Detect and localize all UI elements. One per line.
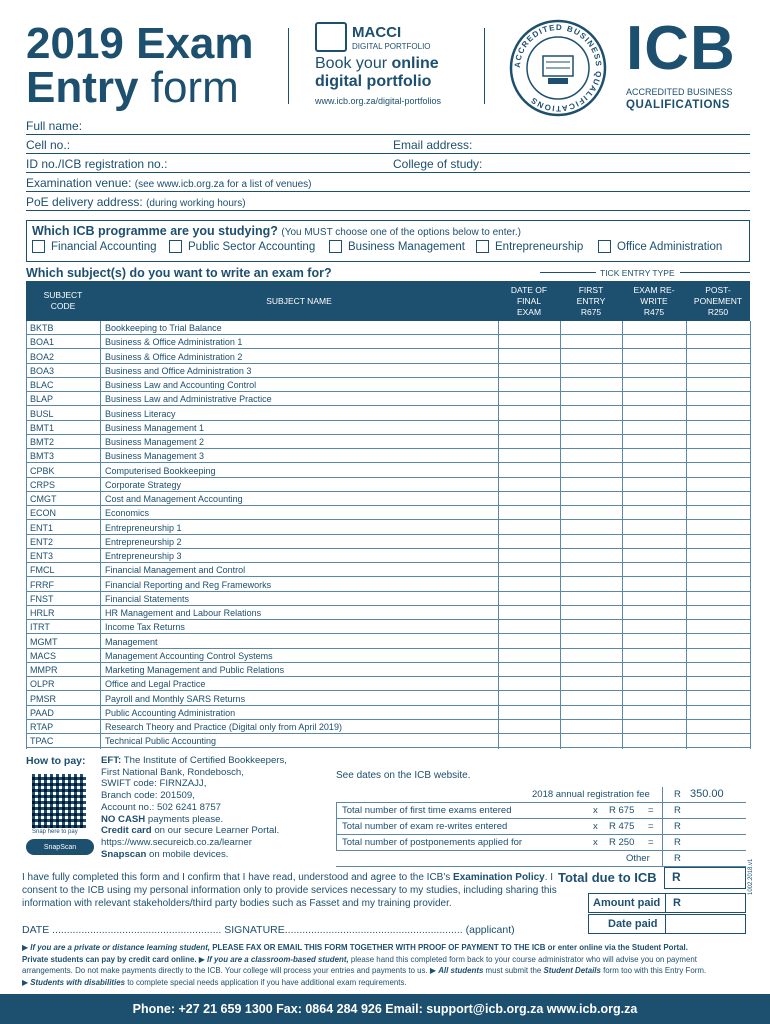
postpone-cell[interactable] bbox=[686, 407, 750, 420]
subject-name: Office and Legal Practice bbox=[105, 679, 206, 690]
subject-name: Business Management 2 bbox=[105, 437, 205, 447]
table-row bbox=[26, 535, 750, 549]
poe-label: PoE delivery address: (during working hours) bbox=[26, 195, 246, 209]
subject-name: Entrepreneurship 3 bbox=[105, 551, 182, 561]
checkbox[interactable] bbox=[476, 240, 489, 253]
rewrite-cell[interactable] bbox=[622, 578, 686, 591]
rewrite-row: Total number of exam re-writes entered x R 475 = R bbox=[336, 819, 746, 835]
subject-name: Business Law and Administrative Practice bbox=[105, 394, 272, 405]
tick-bracket-left bbox=[540, 272, 596, 273]
exam-date-cell[interactable] bbox=[498, 435, 560, 448]
option-public-sector[interactable]: Public Sector Accounting bbox=[169, 240, 315, 253]
first-entry-cell[interactable] bbox=[560, 635, 622, 648]
postpone-cell[interactable] bbox=[686, 620, 750, 633]
rewrite-cell[interactable] bbox=[622, 392, 686, 405]
first-entry-cell[interactable] bbox=[560, 506, 622, 519]
subject-name: Business and Office Administration 3 bbox=[105, 365, 252, 376]
postpone-cell[interactable] bbox=[686, 649, 750, 662]
subject-code: BLAP bbox=[30, 394, 54, 405]
exam-date-cell[interactable] bbox=[498, 464, 560, 477]
subject-name: Business & Office Administration 2 bbox=[105, 351, 243, 362]
postpone-cell[interactable] bbox=[686, 677, 750, 690]
subject-code: ENT2 bbox=[30, 536, 54, 547]
first-entry-cell[interactable] bbox=[560, 435, 622, 448]
postpone-cell[interactable] bbox=[686, 692, 750, 705]
subject-code: PMSR bbox=[30, 693, 57, 704]
subject-name: Business Literacy bbox=[105, 408, 176, 419]
subject-name: Business Management 3 bbox=[105, 451, 205, 462]
subject-code: ECON bbox=[30, 508, 57, 519]
book-portfolio-line1: Book your online bbox=[315, 55, 439, 72]
seal-text: ACCREDITED BUSINESS QUALIFICATIONS bbox=[512, 22, 604, 114]
column-divider bbox=[560, 321, 561, 749]
rewrite-cell[interactable] bbox=[622, 620, 686, 633]
postpone-row: Total number of postponements applied for x R 250 = R bbox=[336, 835, 746, 851]
postpone-cell[interactable] bbox=[686, 421, 750, 434]
subject-code: TPAC bbox=[30, 736, 54, 747]
subject-name: Management bbox=[105, 636, 158, 647]
exam-date-cell[interactable] bbox=[498, 578, 560, 591]
rewrite-cell[interactable] bbox=[622, 421, 686, 434]
first-entry-cell[interactable] bbox=[560, 649, 622, 662]
subject-code: CPBK bbox=[30, 465, 55, 476]
subject-name: HR Management and Labour Relations bbox=[105, 608, 262, 618]
rewrite-cell[interactable] bbox=[622, 649, 686, 662]
fees-border-left bbox=[336, 803, 337, 851]
column-divider bbox=[100, 321, 101, 749]
subject-code: FNST bbox=[30, 593, 54, 604]
rewrite-cell[interactable] bbox=[622, 435, 686, 448]
macci-logo: MACCI bbox=[352, 24, 402, 41]
exam-date-cell[interactable] bbox=[498, 350, 560, 363]
total-due-field[interactable]: R bbox=[664, 867, 746, 889]
date-signature-line[interactable]: DATE .......................................................... SIGNATURE............................................................. (applicant) bbox=[22, 924, 515, 936]
arrow-icon: ▶ bbox=[22, 978, 29, 988]
subject-code: BMT3 bbox=[30, 451, 55, 462]
rewrite-cell[interactable] bbox=[622, 449, 686, 462]
table-row bbox=[26, 663, 750, 677]
postpone-cell[interactable] bbox=[686, 521, 750, 534]
table-row bbox=[26, 492, 750, 506]
submission-notes: ▶ If you are a private or distance learning student, PLEASE FAX OR EMAIL THIS FORM TOGETHER WITH PROOF OF PAYMENT TO THE ICB or enter online via the Student Portal. Private students can pay by credit card online. ▶ If you are a classroom-based student, please hand this completed form back to your course administrator who will advise you on payment arrangements. Do not make payments directly to the ICB. Your college will process your entries and payments to us. ▶ All students must submit the Student Details form too with this Entry Form. ▶ Students with disabilities to complete special needs application if you have additional exam requirements. bbox=[22, 943, 707, 988]
header-first: FIRST ENTRY R675 bbox=[576, 284, 606, 317]
table-row bbox=[26, 435, 750, 449]
form-code: 1002.2018.v1 bbox=[748, 858, 754, 895]
subject-code: ENT3 bbox=[30, 551, 54, 561]
subject-name: Entrepreneurship 2 bbox=[105, 536, 182, 547]
table-row bbox=[26, 378, 750, 392]
exam-date-cell[interactable] bbox=[498, 620, 560, 633]
arrow-icon: ▶ bbox=[22, 943, 29, 952]
option-financial-accounting[interactable]: Financial Accounting bbox=[32, 240, 156, 253]
first-entry-cell[interactable] bbox=[560, 592, 622, 605]
table-row bbox=[26, 364, 750, 378]
subject-code: BOA3 bbox=[30, 365, 55, 376]
exam-date-cell[interactable] bbox=[498, 592, 560, 605]
first-entry-cell[interactable] bbox=[560, 706, 622, 719]
exam-date-cell[interactable] bbox=[498, 378, 560, 391]
header-divider-2 bbox=[484, 28, 485, 104]
title-line2-bold: Entry bbox=[26, 63, 139, 112]
fees-divider bbox=[662, 787, 663, 867]
icb-subtitle-2: QUALIFICATIONS bbox=[626, 99, 730, 111]
table-row bbox=[26, 677, 750, 691]
subject-name: Marketing Management and Public Relations bbox=[105, 665, 285, 675]
macci-laptop-icon bbox=[315, 22, 347, 52]
rewrite-cell[interactable] bbox=[622, 606, 686, 619]
postpone-cell[interactable] bbox=[686, 492, 750, 505]
date-paid-field[interactable]: Date paid bbox=[588, 914, 746, 934]
first-entry-cell[interactable] bbox=[560, 335, 622, 348]
first-entry-cell[interactable] bbox=[560, 692, 622, 705]
checkbox[interactable] bbox=[598, 240, 611, 253]
first-entry-cell[interactable] bbox=[560, 392, 622, 405]
subject-name: Cost and Management Accounting bbox=[105, 494, 243, 504]
subject-code: RTAP bbox=[30, 722, 54, 732]
first-entry-cell[interactable] bbox=[560, 378, 622, 391]
option-office-administration[interactable]: Office Administration bbox=[598, 240, 722, 253]
rewrite-cell[interactable] bbox=[622, 521, 686, 534]
venue-field[interactable] bbox=[26, 191, 750, 192]
venue-label: Examination venue: (see www.icb.org.za for a list of venues) bbox=[26, 176, 312, 190]
subject-name: Corporate Strategy bbox=[105, 479, 182, 490]
poe-field[interactable] bbox=[26, 210, 750, 211]
exam-date-cell[interactable] bbox=[498, 506, 560, 519]
subject-name: Financial Management and Control bbox=[105, 565, 246, 576]
postpone-cell[interactable] bbox=[686, 663, 750, 676]
other-row: Other R bbox=[336, 851, 746, 867]
option-entrepreneurship[interactable]: Entrepreneurship bbox=[476, 240, 583, 253]
postpone-cell[interactable] bbox=[686, 535, 750, 548]
tick-bracket-right bbox=[680, 272, 750, 273]
rewrite-cell[interactable] bbox=[622, 492, 686, 505]
cell-label: Cell no.: bbox=[26, 138, 71, 152]
first-entry-cell[interactable] bbox=[560, 364, 622, 377]
college-label: College of study: bbox=[393, 157, 483, 171]
column-divider bbox=[750, 321, 751, 749]
exam-date-cell[interactable] bbox=[498, 720, 560, 733]
form-title bbox=[26, 19, 254, 112]
table-row bbox=[26, 635, 750, 649]
subject-code: CMGT bbox=[30, 494, 57, 504]
column-divider bbox=[622, 321, 623, 749]
table-row bbox=[26, 706, 750, 720]
subject-name: Bookkeeping to Trial Balance bbox=[105, 323, 222, 333]
postpone-cell[interactable] bbox=[686, 549, 750, 562]
postpone-cell[interactable] bbox=[686, 378, 750, 391]
subject-code: BKTB bbox=[30, 323, 54, 333]
postpone-cell[interactable] bbox=[686, 706, 750, 719]
exam-date-cell[interactable] bbox=[498, 606, 560, 619]
option-business-management[interactable]: Business Management bbox=[329, 240, 465, 253]
table-row bbox=[26, 549, 750, 563]
exam-date-cell[interactable] bbox=[498, 635, 560, 648]
exam-date-cell[interactable] bbox=[498, 563, 560, 576]
declaration-text: I have fully completed this form and I confirm that I have read, understood and agree to the ICB's Examination Policy. I consent to the ICB using my personal information only to provide services necessary to my studies, including sharing this information with relevant stakeholders/third party bodies such as Fasset and my training provider. bbox=[22, 872, 557, 909]
rewrite-cell[interactable] bbox=[622, 364, 686, 377]
title-line2-light: form bbox=[150, 63, 239, 112]
table-row bbox=[26, 478, 750, 492]
subject-code: BMT1 bbox=[30, 422, 55, 433]
header-rewrite: EXAM RE-WRITE R475 bbox=[633, 284, 675, 317]
postpone-cell[interactable] bbox=[686, 335, 750, 348]
postpone-cell[interactable] bbox=[686, 449, 750, 462]
arrow-icon: ▶ bbox=[429, 966, 436, 976]
macci-sub: DIGITAL PORTFOLIO bbox=[352, 42, 431, 51]
rewrite-cell[interactable] bbox=[622, 350, 686, 363]
subject-name: Financial Statements bbox=[105, 593, 190, 604]
subject-code: HRLR bbox=[30, 608, 55, 618]
first-entry-cell[interactable] bbox=[560, 663, 622, 676]
table-row bbox=[26, 563, 750, 577]
snapscan-badge[interactable]: SnapScan bbox=[26, 839, 94, 855]
first-entry-cell[interactable] bbox=[560, 563, 622, 576]
exam-date-cell[interactable] bbox=[498, 421, 560, 434]
portal-link[interactable]: https://www.secureicb.co.za/learner bbox=[101, 836, 252, 848]
table-row bbox=[26, 506, 750, 520]
tick-entry-type-label: TICK ENTRY TYPE bbox=[600, 268, 675, 278]
full-name-field[interactable] bbox=[26, 134, 750, 135]
contact-footer: Phone: +27 21 659 1300 Fax: 0864 284 926 Email: support@icb.org.za www.icb.org.za bbox=[0, 994, 770, 1024]
subject-code: CRPS bbox=[30, 479, 56, 490]
postpone-cell[interactable] bbox=[686, 563, 750, 576]
rewrite-cell[interactable] bbox=[622, 663, 686, 676]
table-row bbox=[26, 620, 750, 634]
table-row bbox=[26, 407, 750, 421]
column-divider bbox=[26, 321, 27, 749]
subject-name: Income Tax Returns bbox=[105, 622, 185, 633]
first-entry-cell[interactable] bbox=[560, 734, 622, 747]
exam-date-cell[interactable] bbox=[498, 478, 560, 491]
first-entry-cell[interactable] bbox=[560, 321, 622, 334]
exam-date-cell[interactable] bbox=[498, 677, 560, 690]
first-entry-cell[interactable] bbox=[560, 620, 622, 633]
rewrite-cell[interactable] bbox=[622, 335, 686, 348]
subject-name: Business & Office Administration 1 bbox=[105, 337, 243, 348]
postpone-cell[interactable] bbox=[686, 321, 750, 334]
see-dates-note: See dates on the ICB website. bbox=[336, 770, 471, 781]
exam-date-cell[interactable] bbox=[498, 335, 560, 348]
rewrite-cell[interactable] bbox=[622, 635, 686, 648]
exam-date-cell[interactable] bbox=[498, 692, 560, 705]
exam-date-cell[interactable] bbox=[498, 521, 560, 534]
postpone-cell[interactable] bbox=[686, 392, 750, 405]
total-due-label: Total due to ICB bbox=[558, 870, 657, 885]
table-row bbox=[26, 649, 750, 663]
qr-code-icon[interactable] bbox=[32, 774, 86, 828]
first-entry-cell[interactable] bbox=[560, 578, 622, 591]
subject-name: Research Theory and Practice (Digital only from April 2019) bbox=[105, 722, 342, 732]
rewrite-cell[interactable] bbox=[622, 549, 686, 562]
header-divider bbox=[288, 28, 289, 104]
postpone-cell[interactable] bbox=[686, 350, 750, 363]
postpone-cell[interactable] bbox=[686, 635, 750, 648]
how-to-pay-label: How to pay: bbox=[26, 755, 86, 767]
subject-name: Payroll and Monthly SARS Returns bbox=[105, 693, 246, 704]
exam-date-cell[interactable] bbox=[498, 549, 560, 562]
subjects-question: Which subject(s) do you want to write an exam for? bbox=[26, 266, 332, 280]
macci-url[interactable]: www.icb.org.za/digital-portfolios bbox=[315, 96, 442, 106]
postpone-cell[interactable] bbox=[686, 464, 750, 477]
rewrite-cell[interactable] bbox=[622, 720, 686, 733]
subject-code: BLAC bbox=[30, 380, 54, 390]
subject-code: MMPR bbox=[30, 665, 58, 675]
first-entry-cell[interactable] bbox=[560, 350, 622, 363]
postpone-cell[interactable] bbox=[686, 578, 750, 591]
table-row bbox=[26, 692, 750, 706]
exam-date-cell[interactable] bbox=[498, 321, 560, 334]
rewrite-cell[interactable] bbox=[622, 378, 686, 391]
table-row bbox=[26, 321, 750, 335]
rewrite-cell[interactable] bbox=[622, 692, 686, 705]
first-entry-cell[interactable] bbox=[560, 720, 622, 733]
rewrite-cell[interactable] bbox=[622, 506, 686, 519]
subject-name: Business Law and Accounting Control bbox=[105, 380, 257, 390]
subject-code: PAAD bbox=[30, 707, 54, 718]
full-name-label: Full name: bbox=[26, 119, 83, 133]
first-entry-row: Total number of first time exams entered x R 675 = R bbox=[336, 803, 746, 819]
subject-code: BMT2 bbox=[30, 437, 55, 447]
rewrite-cell[interactable] bbox=[622, 478, 686, 491]
scan-label: Snap here to pay bbox=[32, 829, 78, 835]
first-entry-cell[interactable] bbox=[560, 492, 622, 505]
amount-paid-field[interactable]: Amount paid R bbox=[588, 893, 746, 913]
rewrite-cell[interactable] bbox=[622, 321, 686, 334]
rewrite-cell[interactable] bbox=[622, 464, 686, 477]
checkbox[interactable] bbox=[169, 240, 182, 253]
table-row bbox=[26, 350, 750, 364]
postpone-cell[interactable] bbox=[686, 478, 750, 491]
table-row bbox=[26, 421, 750, 435]
header-date: DATE OF FINAL EXAM bbox=[510, 284, 548, 317]
reg-fee-row: 2018 annual registration fee R 350.00 bbox=[336, 787, 746, 803]
subject-code: OLPR bbox=[30, 679, 55, 690]
subject-code: MGMT bbox=[30, 636, 58, 647]
rewrite-cell[interactable] bbox=[622, 706, 686, 719]
subject-code: ITRT bbox=[30, 622, 50, 633]
subject-name: Entrepreneurship 1 bbox=[105, 522, 182, 533]
programme-question: Which ICB programme are you studying? (You MUST choose one of the options below to enter.) bbox=[32, 224, 521, 238]
table-row bbox=[26, 734, 750, 748]
table-row bbox=[26, 392, 750, 406]
checkbox[interactable] bbox=[329, 240, 342, 253]
first-entry-cell[interactable] bbox=[560, 464, 622, 477]
icb-logo: ICB bbox=[626, 14, 736, 83]
subject-name: Computerised Bookkeeping bbox=[105, 465, 216, 476]
table-row bbox=[26, 464, 750, 478]
id-label: ID no./ICB registration no.: bbox=[26, 157, 168, 171]
table-row bbox=[26, 720, 750, 734]
first-entry-cell[interactable] bbox=[560, 606, 622, 619]
first-entry-cell[interactable] bbox=[560, 449, 622, 462]
subject-name: Management Accounting Control Systems bbox=[105, 650, 273, 661]
subject-name: Technical Public Accounting bbox=[105, 736, 217, 747]
cell-email-field[interactable] bbox=[26, 153, 750, 154]
first-entry-cell[interactable] bbox=[560, 478, 622, 491]
arrow-icon: ▶ bbox=[198, 954, 205, 964]
subject-code: BUSL bbox=[30, 408, 54, 419]
subject-code: BOA1 bbox=[30, 337, 55, 348]
rewrite-cell[interactable] bbox=[622, 563, 686, 576]
postpone-cell[interactable] bbox=[686, 734, 750, 747]
title-line1: 2019 Exam bbox=[26, 19, 254, 68]
exam-date-cell[interactable] bbox=[498, 535, 560, 548]
subject-code: FRRF bbox=[30, 579, 54, 590]
icb-subtitle-1: ACCREDITED BUSINESS bbox=[626, 87, 733, 97]
exam-date-cell[interactable] bbox=[498, 407, 560, 420]
exam-date-cell[interactable] bbox=[498, 663, 560, 676]
postpone-cell[interactable] bbox=[686, 506, 750, 519]
first-entry-cell[interactable] bbox=[560, 677, 622, 690]
exam-date-cell[interactable] bbox=[498, 734, 560, 747]
accreditation-seal-icon bbox=[508, 18, 608, 118]
first-entry-cell[interactable] bbox=[560, 549, 622, 562]
postpone-cell[interactable] bbox=[686, 592, 750, 605]
postpone-cell[interactable] bbox=[686, 606, 750, 619]
rewrite-cell[interactable] bbox=[622, 734, 686, 747]
subject-name: Economics bbox=[105, 508, 150, 519]
first-entry-cell[interactable] bbox=[560, 535, 622, 548]
postpone-cell[interactable] bbox=[686, 364, 750, 377]
eft-details: EFT: The Institute of Certified Bookkeepers, First National Bank, Rondebosch, SWIFT code: FIRNZAJJ, Branch code: 201509, Account no.: 502 6241 8757 NO CASH payments please. Credit card on our secure Learner Portal. https://www.secureicb.co.za/learner Snapscan on mobile devices. bbox=[101, 755, 287, 860]
first-entry-cell[interactable] bbox=[560, 421, 622, 434]
exam-date-cell[interactable] bbox=[498, 649, 560, 662]
postpone-cell[interactable] bbox=[686, 720, 750, 733]
exam-date-cell[interactable] bbox=[498, 706, 560, 719]
subjects-table-header bbox=[26, 281, 750, 321]
table-row bbox=[26, 606, 750, 620]
subject-code: MACS bbox=[30, 650, 57, 661]
column-divider bbox=[686, 321, 687, 749]
exam-date-cell[interactable] bbox=[498, 449, 560, 462]
subject-name: Financial Reporting and Reg Frameworks bbox=[105, 579, 272, 590]
table-row bbox=[26, 592, 750, 606]
subject-code: FMCL bbox=[30, 565, 55, 576]
exam-date-cell[interactable] bbox=[498, 364, 560, 377]
table-row bbox=[26, 521, 750, 535]
id-college-field[interactable] bbox=[26, 172, 750, 173]
subject-code: BOA2 bbox=[30, 351, 55, 362]
table-row bbox=[26, 335, 750, 349]
checkbox[interactable] bbox=[32, 240, 45, 253]
subject-code: ENT1 bbox=[30, 522, 54, 533]
postpone-cell[interactable] bbox=[686, 435, 750, 448]
table-row bbox=[26, 578, 750, 592]
header-code: SUBJECT CODE bbox=[43, 290, 83, 311]
header-postpone: POST-PONEMENT R250 bbox=[693, 284, 743, 317]
subject-name: Public Accounting Administration bbox=[105, 707, 236, 718]
rewrite-cell[interactable] bbox=[622, 592, 686, 605]
exam-date-cell[interactable] bbox=[498, 392, 560, 405]
rewrite-cell[interactable] bbox=[622, 535, 686, 548]
subject-name: Business Management 1 bbox=[105, 422, 205, 433]
rewrite-cell[interactable] bbox=[622, 677, 686, 690]
rewrite-cell[interactable] bbox=[622, 407, 686, 420]
column-divider bbox=[498, 321, 499, 749]
email-label: Email address: bbox=[393, 138, 473, 152]
first-entry-cell[interactable] bbox=[560, 521, 622, 534]
first-entry-cell[interactable] bbox=[560, 407, 622, 420]
table-row bbox=[26, 449, 750, 463]
book-portfolio-line2: digital portfolio bbox=[315, 73, 432, 90]
exam-date-cell[interactable] bbox=[498, 492, 560, 505]
header-name: SUBJECT NAME bbox=[266, 295, 332, 306]
